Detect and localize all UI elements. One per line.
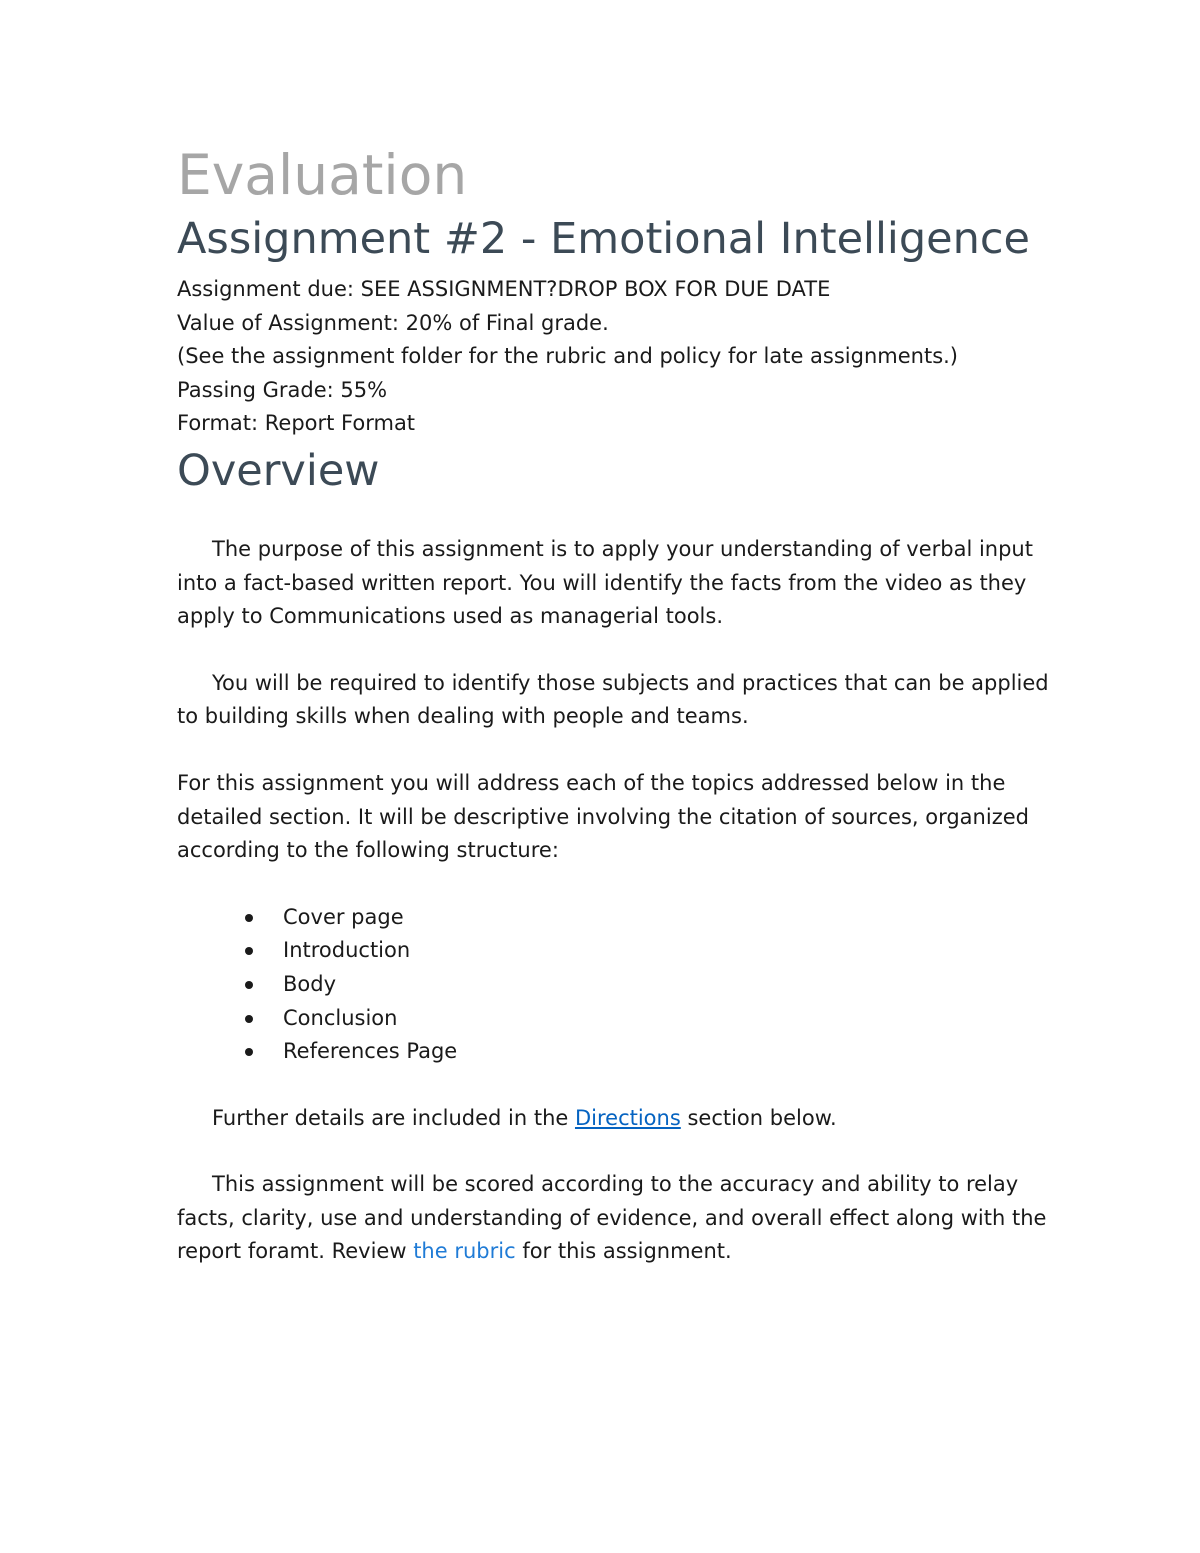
value-line: Value of Assignment: 20% of Final grade. xyxy=(177,310,609,335)
document-title: Evaluation xyxy=(177,143,468,207)
overview-paragraph-requirements: You will be required to identify those subjects and practices that can be applied to building skills when dealing with people and teams. xyxy=(177,670,1049,729)
list-item: Conclusion xyxy=(245,1002,1067,1036)
rubric-link[interactable]: the rubric xyxy=(413,1239,516,1264)
bullet-icon xyxy=(245,1015,253,1023)
bullet-icon xyxy=(245,1048,253,1056)
overview-paragraph-scoring: This assignment will be scored according to the accuracy and ability to relay facts, clarity, use and understanding of evidence, and overall effect along with the report foramt. Review the rubric for this assignment. xyxy=(177,1172,1047,1264)
bullet-icon xyxy=(245,981,253,989)
directions-link[interactable]: Directions xyxy=(574,1105,681,1130)
due-line: Assignment due: SEE ASSIGNMENT?DROP BOX FOR DUE DATE xyxy=(177,277,831,301)
list-item: Introduction xyxy=(245,934,1067,968)
assignment-subtitle: Assignment #2 - Emotional Intelligence xyxy=(177,214,1030,264)
list-item: Cover page xyxy=(245,901,1067,935)
list-item: References Page xyxy=(245,1035,1067,1069)
list-item: Body xyxy=(245,968,1067,1002)
structure-list xyxy=(177,901,1067,1069)
overview-heading: Overview xyxy=(177,445,380,496)
rubric-note-line: (See the assignment folder for the rubric and policy for late assignments.) xyxy=(177,344,958,369)
overview-paragraph-structure: For this assignment you will address each of the topics addressed below in the detailed section. It will be descriptive involving the citation of sources, organized according to the following structure: xyxy=(177,770,1029,863)
overview-paragraph-directions: Further details are included in the Directions section below. xyxy=(212,1105,837,1130)
bullet-icon xyxy=(245,914,253,922)
overview-paragraph-purpose: The purpose of this assignment is to apply your understanding of verbal input into a fact-based written report. You will identify the facts from the video as they apply to Communications used as managerial tools. xyxy=(177,536,1033,629)
format-line: Format: Report Format xyxy=(177,411,416,436)
assignment-meta xyxy=(177,273,1067,441)
passing-grade-line: Passing Grade: 55% xyxy=(177,377,388,402)
document-page xyxy=(177,138,1067,1269)
bullet-icon xyxy=(245,947,253,955)
